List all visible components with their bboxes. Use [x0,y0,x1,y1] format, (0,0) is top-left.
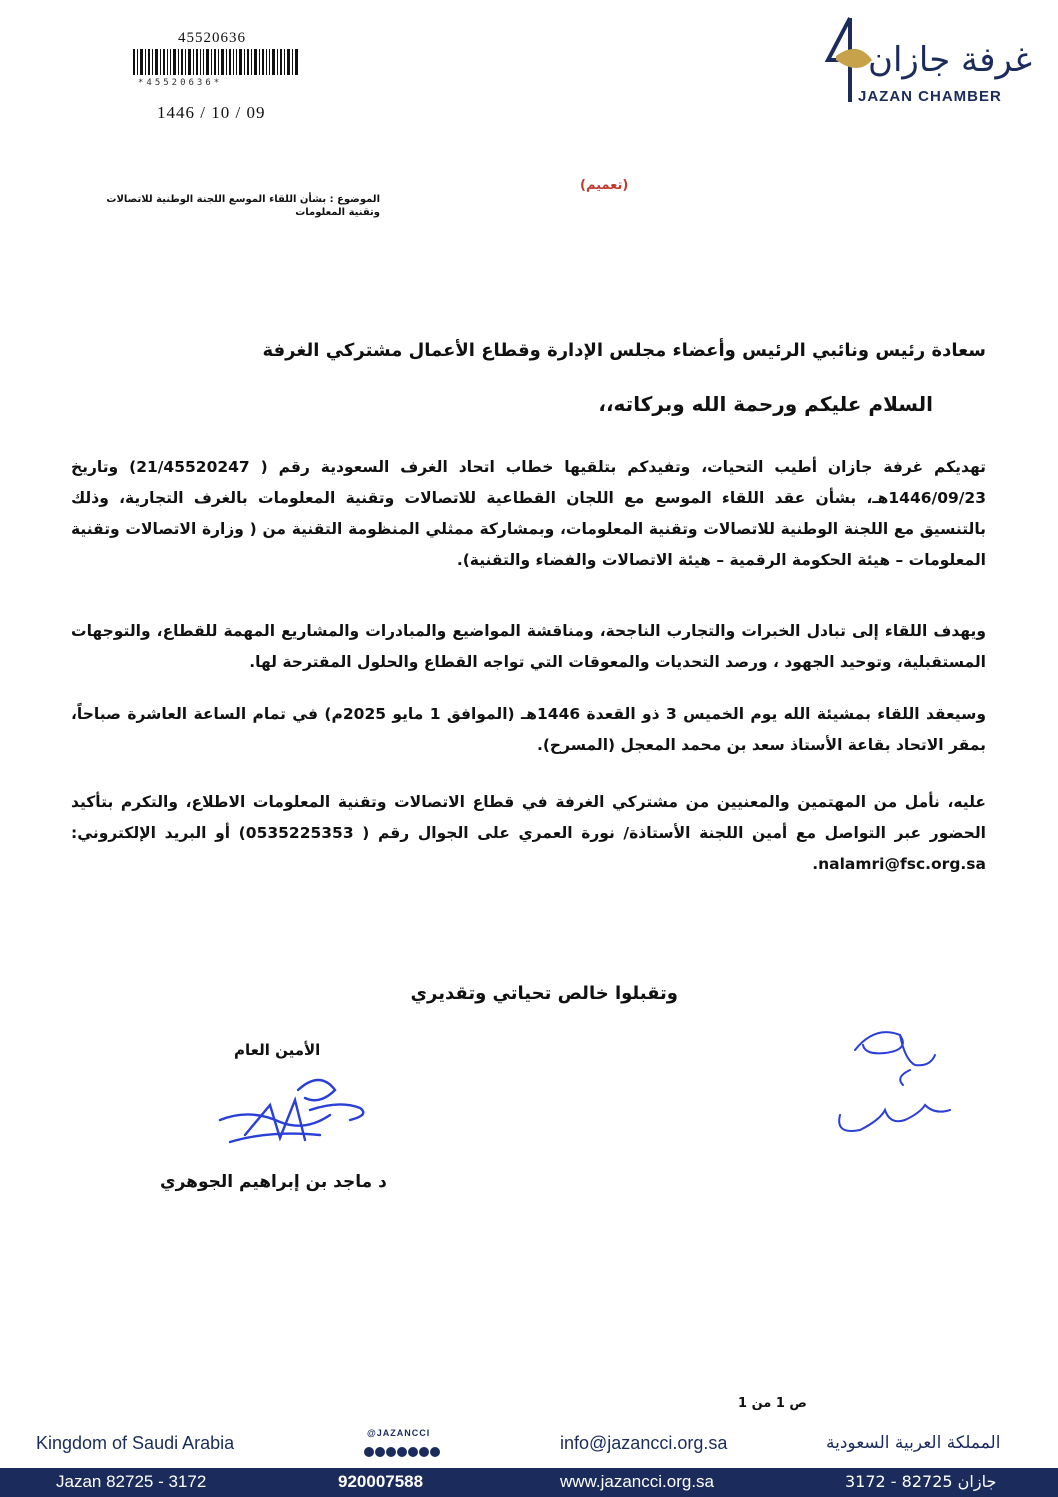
salutation: سعادة رئيس ونائبي الرئيس وأعضاء مجلس الإدارة وقطاع الأعمال مشتركي الغرفة [262,340,986,361]
footer-email[interactable]: info@jazancci.org.sa [560,1433,728,1453]
body-paragraph-3: وسيعقد اللقاء بمشيئة الله يوم الخميس 3 ذو القعدة 1446هـ (الموافق 1 مايو 2025م) في تمام الساعة العاشرة صباحاً، بمقر الاتحاد بقاعة الأستاذ سعد بن محمد المعجل (المسرح). [71,705,987,754]
barcode-number: 45520636 [178,30,246,46]
subject-line: الموضوع : بشأن اللقاء الموسع اللجنة الوطنية للاتصالات وتقنية المعلومات [106,194,380,218]
barcode-caption: *45520636* [138,78,223,88]
footer-country-ar: المملكة العربية السعودية [826,1433,1001,1453]
linkedin-icon[interactable] [430,1447,440,1457]
tiktok-icon[interactable] [397,1447,407,1457]
footer-phone[interactable]: 920007588 [338,1472,424,1491]
footer-address-en: Jazan 82725 - 3172 [56,1472,207,1491]
youtube-icon[interactable] [419,1447,429,1457]
greeting: السلام عليكم ورحمة الله وبركاته،، [598,392,933,416]
snapchat-icon[interactable] [364,1447,374,1457]
signer-name: د ماجد بن إبراهيم الجوهري [160,1172,387,1192]
instagram-icon[interactable] [375,1447,385,1457]
social-icons [364,1442,441,1461]
body-paragraph-1: تهديكم غرفة جازان أطيب التحيات، وتفيدكم بتلقيها خطاب اتحاد الغرف السعودية رقم ( 21/45520247) وتاريخ 1446/09/23هـ، بشأن عقد اللقاء الموسع مع اللجان القطاعية للاتصالات وتقنية المعلومات بالغرف التجارية، وذلك بالتنسيق مع اللجنة الوطنية للاتصالات وتقنية المعلومات، وبمشاركة ممثلي المنظومة التقنية من ( وزارة الاتصالات وتقنية المعلومات – هيئة الحكومة الرقمية – هيئة الاتصالات والفضاء والتقنية). [71,458,986,569]
closing-line: وتقبلوا خالص تحياتي وتقديري [410,983,678,1004]
x-icon[interactable] [408,1447,418,1457]
footer-address-ar: جازان 82725 - 3172 [845,1472,997,1491]
footer-social-handle[interactable]: @JAZANCCI [367,1428,431,1438]
body-paragraph-2: ويهدف اللقاء إلى تبادل الخبرات والتجارب الناجحة، ومناقشة المواضيع والمبادرات والمشاريع المهمة للقطاع، والتوجهات المستقبلية، وتوحيد الجهود ، ورصد التحديات والمعوقات التي تواجه القطاع والحلول المقترحة لها. [71,622,986,671]
barcode [133,49,298,75]
logo-english-text: JAZAN CHAMBER [858,88,1002,105]
letter-date: 1446 / 10 / 09 [157,103,266,122]
secretary-general-signature [210,1060,385,1165]
body-paragraph-4: عليه، نأمل من المهتمين والمعنيين من مشتركي الغرفة في قطاع الاتصالات وتقنية المعلومات الاطلاع، والتكرم بتأكيد الحضور عبر التواصل مع أمين اللجنة الأستاذة/ نورة العمري على الجوال رقم ( 0535225353) أو البريد الإلكتروني: nalamri@fsc.org.sa. [71,793,986,873]
footer-website[interactable]: www.jazancci.org.sa [560,1472,715,1491]
initials-signature [825,1015,965,1145]
signer-title: الأمين العام [234,1041,321,1059]
facebook-icon[interactable] [386,1447,396,1457]
logo-arabic-text: غرفة جازان [868,40,1033,80]
circular-label: (تعميم) [580,178,629,193]
page-number: ص 1 من 1 [738,1396,807,1411]
footer-country-en: Kingdom of Saudi Arabia [36,1433,235,1453]
